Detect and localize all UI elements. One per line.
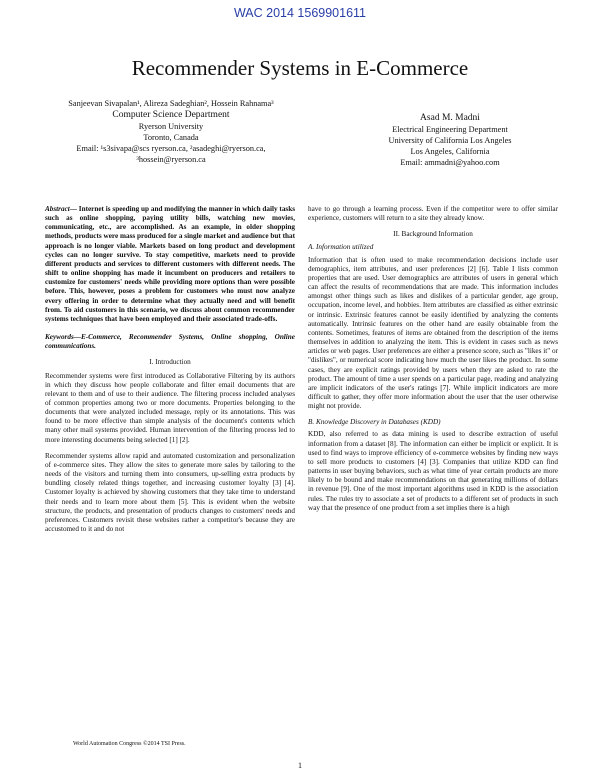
section-heading: II. Background Information bbox=[393, 230, 473, 239]
author-univ: University of California Los Angeles bbox=[388, 136, 512, 145]
author-univ: Ryerson University bbox=[138, 122, 204, 131]
paragraph: Recommender systems were first introduced as Collaborative Filtering by its authors in which they discuss how people collaborate and filter email documents that are relevant to them and of use to their audience. The filtering process included analyses of common properties among two or more documents. Properties belonging to the documents that were analyzed included message, reply or its annotations. This was found to be more effective than simple analysis of the document's contents which many other mail systems provided. Human intervention of the filtering process led to more interesting documents being selected [1] [2]. bbox=[45, 371, 295, 444]
author-name: Asad M. Madni bbox=[420, 113, 480, 123]
abstract-label: Abstract— bbox=[45, 205, 77, 213]
author-names: Sanjeevan Sivapalan¹, Alireza Sadeghian², Hossein Rahnama³ bbox=[68, 99, 274, 108]
section-heading: I. Introduction bbox=[149, 358, 191, 367]
author-email: Email: ¹s3sivapa@scs ryerson.ca, ²asadeghi@ryerson.ca, bbox=[76, 144, 266, 153]
paragraph: Recommender systems allow rapid and automated customization and personalization of e-commerce sites. They allow the sites to generate more sales by tailoring to the needs of the visitors and turning them into consumers, up-selling extra products by bundling closely related things together, and increasing customer loyalty [3] [4]. Customer loyalty is achieved by showing customers that they take time to understand their needs and to learn more about them [5]. This is evident when the website structure, the products, and presentation of products changes to customers' needs and preferences. Customers revisit these websites rather a competitor's because they are accustomed to it and do not bbox=[45, 451, 295, 533]
keywords: Keywords—E-Commerce, Recommender Systems, Online shopping, Online communications. bbox=[45, 333, 295, 351]
right-column bbox=[308, 205, 558, 520]
paragraph: Information that is often used to make recommendation decisions include user demographics, item attributes, and user preferences [2] [6]. Table I lists common properties that are used. User demographics are attributes of users in general which can affect the results of recommendations that are made. This information includes amongst other things such as likes and dislikes of a particular gender, age group, occupation, income level, and hobbies. Item attributes are classified as either extrinsic or intrinsic. Extrinsic features cannot be easily identified by analyzing the contents automatically. Intrinsic features on the other hand are easily obtainable from the contents. Sometimes, features of items are obtained from the description of the items themselves in addition to analyzing the item. This is evident in cases such as news articles or web pages. User preferences are either a presence score, such as "likes it" or "dislikes", or numerical score indicating how much the user likes the product. In some cases, they are explicit ratings provided by users when they are asked to rate the product. The amount of time a user spends on a particular page, reading and analyzing are implicit indicators of the user's ratings [7]. While implicit indicators are more difficult to gather, they offer more information about the user that the user otherwise might not provide. bbox=[308, 255, 558, 411]
paper-id-header: WAC 2014 1569901611 bbox=[233, 6, 367, 20]
author-dept: Electrical Engineering Department bbox=[392, 125, 508, 134]
author-email-2: ³hossein@ryerson.ca bbox=[136, 155, 206, 164]
subsection-heading: B. Knowledge Discovery in Databases (KDD) bbox=[308, 418, 441, 427]
author-city: Los Angeles, California bbox=[410, 147, 490, 156]
paragraph: have to go through a learning process. Even if the competitor were to offer similar experience, customers will return to a site they already know. bbox=[308, 205, 558, 223]
abstract-text: Internet is speeding up and modifying the manner in which daily tasks such as online shopping, paying utility bills, watching new movies, communicating, etc., are accomplished. As an example, in older shopping methods, products were mass produced for a single market and audience but that approach is no longer viable. Markets based on long product and development cycles can no longer survive. To stay competitive, markets need to provide different products and services to different customers with different needs. The shift to online shopping has made it incumbent on producers and retailers to customize for customers' needs while providing more options than were possible before. This, however, poses a problem for customers who must now analyze every offering in order to determine what they actually need and will benefit from. To aid customers in this scenario, we discuss about common recommender systems techniques that have been employed and their associated trade-offs. bbox=[45, 205, 295, 323]
left-column bbox=[45, 205, 295, 541]
footer-note: World Automation Congress ©2014 TSI Press. bbox=[73, 741, 186, 747]
author-email: Email: ammadni@yahoo.com bbox=[400, 158, 500, 167]
subsection-heading: A. Information utilized bbox=[308, 243, 374, 252]
abstract bbox=[45, 205, 295, 324]
paper-title: Recommender Systems in E-Commerce bbox=[131, 56, 469, 80]
page-number: 1 bbox=[298, 761, 302, 770]
author-city: Toronto, Canada bbox=[143, 133, 199, 142]
author-dept: Computer Science Department bbox=[112, 110, 230, 120]
authors-left bbox=[40, 98, 302, 165]
paragraph: KDD, also referred to as data mining is used to describe extraction of useful information from a dataset [8]. The information can either be implicit or explicit. It is used to find ways to improve efficiency of e-commerce websites by finding new ways to sell more products to customers [4] [3]. Companies that utilize KDD can find patterns in user buying behaviors, such as what time of year certain products are more likely to be bound and make recommendations on that generating millions of dollars in revenue [9]. One of the most important algorithms used in KDD is the association rules. The rules try to associate a set of products to a different set of products in such way that the presence of one product from a set implies there is a high bbox=[308, 430, 558, 512]
authors-right bbox=[340, 112, 560, 168]
